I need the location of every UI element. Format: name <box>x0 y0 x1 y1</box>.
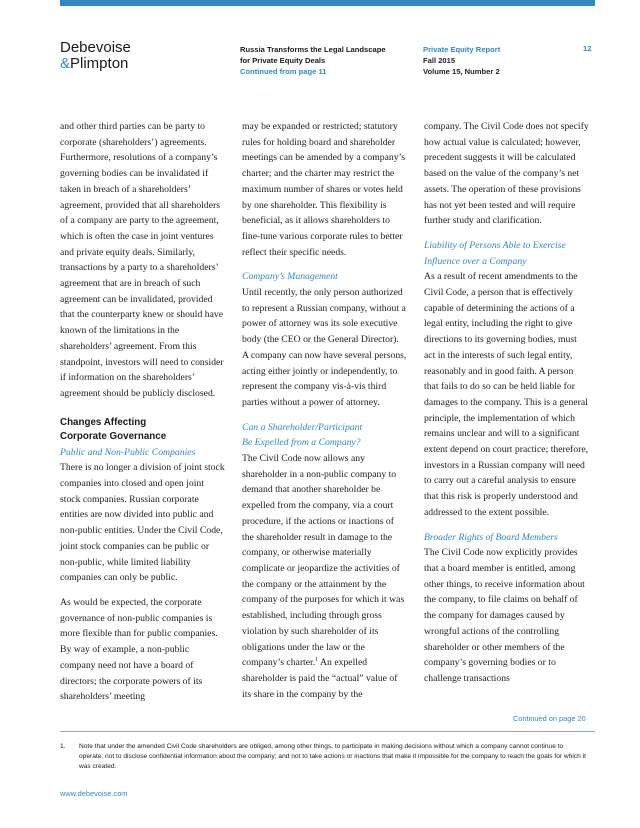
logo-ampersand: & <box>60 55 71 72</box>
subheading-line-2: Influence over a Company <box>424 255 527 267</box>
article-title-line-1: Russia Transforms the Legal Landscape <box>240 45 386 54</box>
top-accent-bar <box>60 0 595 6</box>
section-heading <box>60 416 225 445</box>
paragraph: As would be expected, the corporate governance of non-public companies is more flexible than for public companies. By way of example, a non-public company need not have a board of directors; the corporate powers of its shareholders’ meeting <box>60 596 218 703</box>
paragraph: There is no longer a division of joint stock companies into closed and open joint stock companies. Russian corporate entities are now divided into public and non-public entities. Under the Civil Code, joint stock companies can be public or non-public, while limited liability companies can only be public. <box>60 462 225 584</box>
paragraph-text: The Civil Code now allows any shareholder in a non-public company to demand that another shareholder be expelled from the company, via a court procedure, if the actions or inactions of the shareholder result in damage to the company, or otherwise materially complicate or jeopardize the activities of the company or the attainment by the company of the purposes for which it was established, including through gross violation by such shareholder of its obligations under the law or the company’s charter. <box>242 453 405 669</box>
paragraph: and other third parties can be party to corporate (shareholders’) agreements. Furthermore, resolutions of a company’s governing bodies can be invalidated if taken in breach of a shareholders’ agreement, provided that all shareholders of a company are party to the agreement, which is often the case in joint ventures and private equity deals. Similarly, transactions by a party to a shareholders’ agreement that are in breach of such agreement can be invalidated, provided that the counterparty knew or should have known of the limitations in the shareholders’ agreement. From this standpoint, investors will need to consider if information on the shareholders’ agreement should be publicly disclosed. <box>60 121 224 399</box>
report-volume: Volume 15, Number 2 <box>423 67 500 76</box>
subheading: Public and Non-Public Companies <box>60 446 196 458</box>
subheading: Broader Rights of Board Members <box>424 531 558 543</box>
article-header <box>240 44 410 77</box>
logo-line-1: Debevoise <box>60 39 131 56</box>
report-name: Private Equity Report <box>423 45 501 54</box>
article-title-line-2: for Private Equity Deals <box>240 56 326 65</box>
page-number: 12 <box>583 44 592 53</box>
column-1 <box>60 119 225 714</box>
subheading: Company’s Management <box>242 271 338 283</box>
subheading <box>424 238 589 269</box>
paragraph <box>242 451 407 702</box>
footnote-marker[interactable]: 1 <box>315 656 319 663</box>
website-link[interactable]: www.debevoise.com <box>60 789 128 798</box>
paragraph: As a result of recent amendments to the Civil Code, a person that is effectively capable of determining the actions of a legal entity, including the right to give directions to its governing bodies, must act in the interests of such legal entity, reasonably and in good faith. A person that fails to do so can be held liable for damages to the company. This is a general principle, the implementation of which remains unclear and will to a significant extent depend on court practice; therefore, investors in a Russian company will need to carry out a careful analysis to ensure that this risk is properly understood and addressed to the extent possible. <box>424 271 589 518</box>
paragraph: The Civil Code now explicitly provides that a board member is entitled, among other things, to receive information about the company, to file claims on behalf of the company for damages caused by wrongful actions of the controlling shareholder or other members of the company’s governing bodies or to challenge transactions <box>424 547 585 684</box>
section-heading-line-1: Changes Affecting <box>60 416 147 428</box>
footnote-number: 1. <box>60 743 66 750</box>
report-info <box>423 44 543 77</box>
subheading <box>242 420 407 451</box>
paragraph: may be expanded or restricted; statutory rules for holding board and shareholder meetings can be amended by a company’s charter; and the charter may restrict the maximum number of shares or votes held by one shareholder. This flexibility is beneficial, as it allows shareholders to fine-tune various corporate rules to better reflect their specific needs. <box>242 121 406 258</box>
subheading-line-2: Be Expelled from a Company? <box>242 437 361 449</box>
report-issue: Fall 2015 <box>423 56 456 65</box>
firm-logo <box>60 40 131 72</box>
footnote-divider <box>60 731 595 732</box>
continued-from-link[interactable]: Continued from page 11 <box>240 67 327 76</box>
section-heading-line-2: Corporate Governance <box>60 431 167 443</box>
continued-on-link[interactable]: Continued on page 20 <box>513 714 586 723</box>
logo-line-2: Plimpton <box>70 55 129 72</box>
paragraph: company. The Civil Code does not specify how actual value is calculated; however, precedent suggests it will be calculated based on the value of the company’s net assets. The operation of these provisions has not yet been tested and will require further study and clarification. <box>424 121 589 227</box>
paragraph-text: An expelled shareholder is paid the “actual” value of its share in the company by the <box>242 657 398 700</box>
subheading-line-1: Liability of Persons Able to Exercise <box>424 239 566 251</box>
subheading-line-1: Can a Shareholder/Participant <box>242 421 363 433</box>
footnote-text: Note that under the amended Civil Code shareholders are obliged, among other things, to participate in making decisions without which a company cannot continue to operate; not to disclose confidential information about the company; and not to take actions or inactions that make it impossible for the company to reach the goals for which it was created. <box>79 743 586 770</box>
column-3 <box>424 119 589 696</box>
paragraph: Until recently, the only person authorized to represent a Russian company, without a power of attorney was its sole executive body (the CEO or the General Director). A company can now have several persons, acting either jointly or independently, to represent the company vis-à-vis third parties without a power of attorney. <box>242 287 407 408</box>
column-2 <box>242 119 407 711</box>
